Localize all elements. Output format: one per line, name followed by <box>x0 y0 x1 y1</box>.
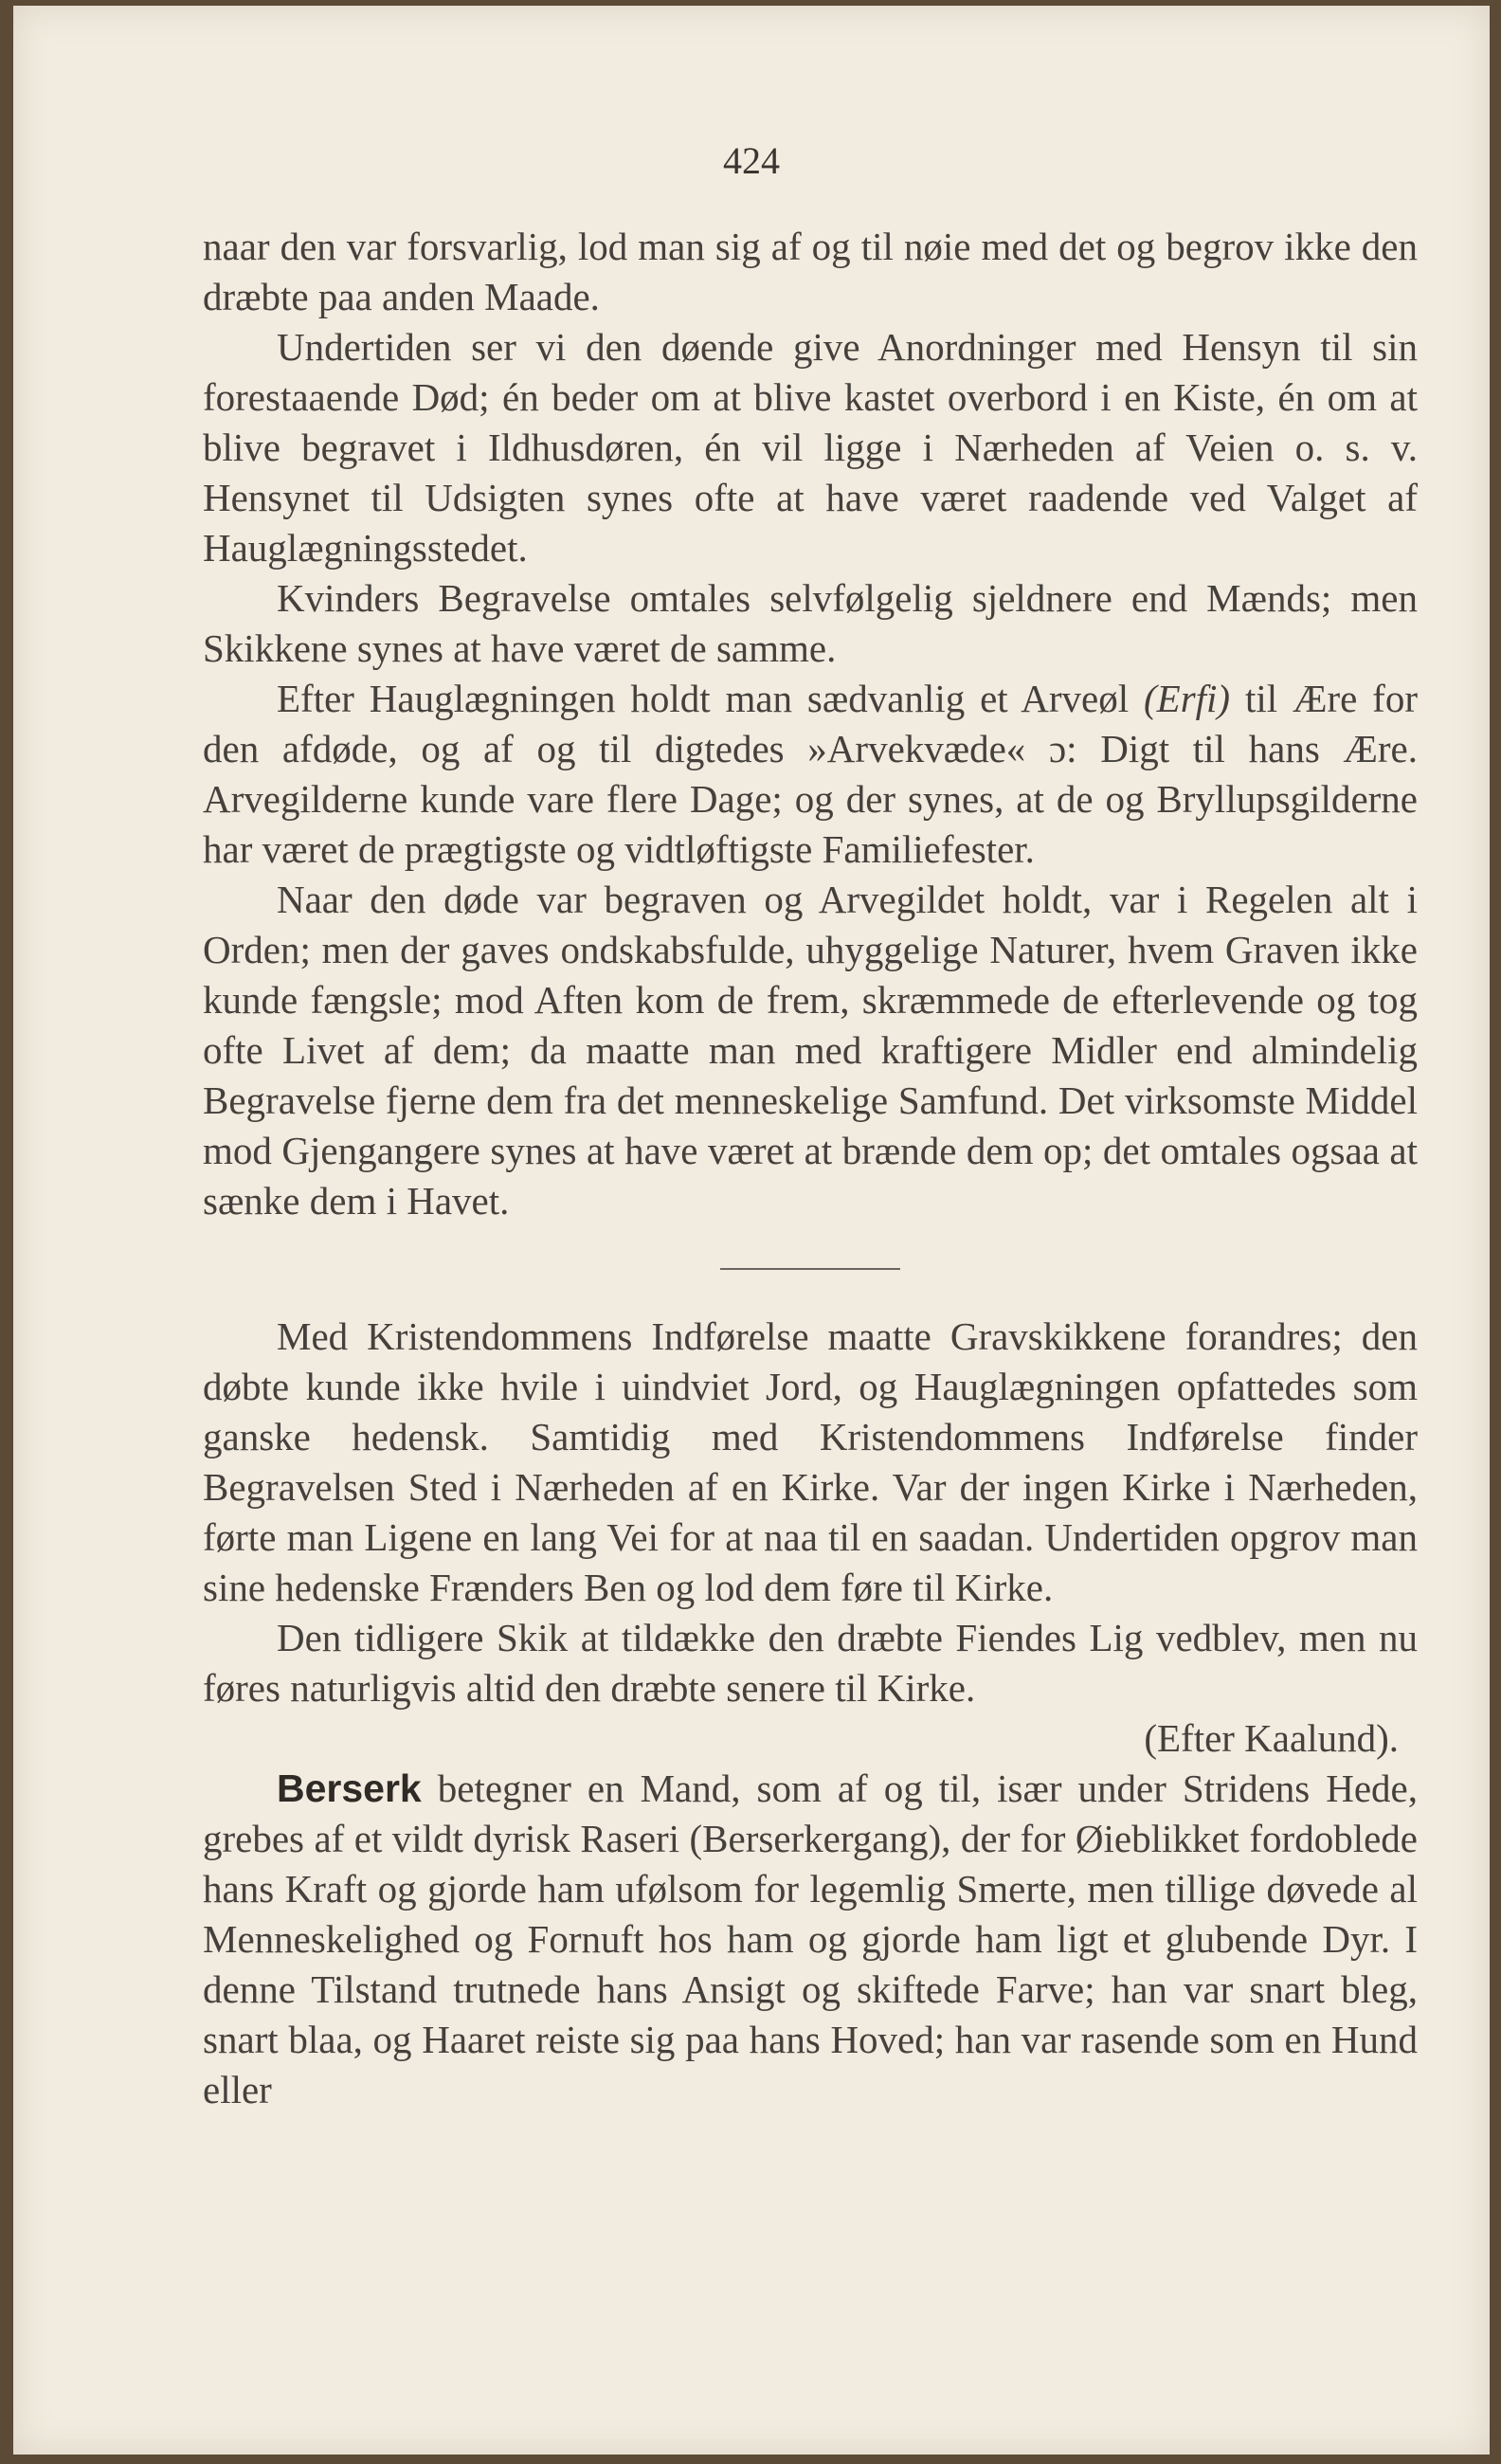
paragraph-women-burial: Kvinders Begravelse omtales selvfølgelig sjeldnere end Mænds; men Skikkene synes at have været de samme. <box>203 576 1418 670</box>
body-text <box>203 222 1418 2115</box>
arveol-text-before: Efter Hauglægningen holdt man sædvanlig et Arveøl <box>277 677 1144 720</box>
entry-definition: betegner en Mand, som af og til, især under Stridens Hede, grebes af et vildt dyrisk Raseri (Berserkergang), der for Øieblikket fordoblede hans Kraft og gjorde ham ufølsom for legemlig Smerte, men tillige døvede al Menneskelighed og Fornuft hos ham og gjorde ham ligt et glubende Dyr. I denne Tilstand trutnede hans Ansigt og skiftede Farve; han var snart bleg, snart blaa, og Haaret reiste sig paa hans Hoved; han var rasende som en Hund eller <box>203 1766 1418 2111</box>
paragraph-last-wishes: Undertiden ser vi den døende give Anordninger med Hensyn til sin forestaaende Død; én beder om at blive kastet overbord i en Kiste, én om at blive begravet i Ildhusdøren, én vil ligge i Nærheden af Veien o. s. v. Hensynet til Udsigten synes ofte at have været raadende ved Valget af Hauglægningsstedet. <box>203 325 1418 570</box>
entry-berserk <box>203 1764 1418 2115</box>
arveol-text-after: til Ære for den afdøde, og af og til digtedes »Arvekvæde« ɔ: Digt til hans Ære. Arvegilderne kunde vare flere Dage; og der synes, at de og Bryllupsgilderne har været de prægtigste og vidtløftigste Familiefester. <box>203 677 1418 871</box>
book-page <box>13 6 1490 2455</box>
citation: (Efter Kaalund). <box>1144 1716 1399 1760</box>
paragraph-christianity: Med Kristendommens Indførelse maatte Gravskikkene forandres; den døbte kunde ikke hvile i uindviet Jord, og Hauglægningen opfattedes som ganske hedensk. Samtidig med Kristendommens Indførelse finder Begravelsen Sted i Nærheden af en Kirke. Var der ingen Kirke i Nærheden, førte man Ligene en lang Vei for at naa til en saadan. Undertiden opgrov man sine hedenske Frænders Ben og lod dem føre til Kirke. <box>203 1314 1418 1609</box>
paragraph-arveol <box>203 674 1418 875</box>
erfi-term: (Erfi) <box>1144 677 1231 720</box>
paragraph-continuation: naar den var forsvarlig, lod man sig af og til nøie med det og begrov ikke den dræbte paa anden Maade. <box>203 225 1418 318</box>
paragraph-revenants: Naar den døde var begraven og Arvegildet holdt, var i Regelen alt i Orden; men der gaves ondskabsfulde, uhyggelige Naturer, hvem Graven ikke kunde fængsle; mod Aften kom de frem, skræmmede de efterlevende og tog ofte Livet af dem; da maatte man med kraftigere Midler end almindelig Begravelse fjerne dem fra det menneskelige Samfund. Det virksomste Middel mod Gjengangere synes at have været at brænde dem op; det omtales ogsaa at sænke dem i Havet. <box>203 878 1418 1223</box>
section-divider <box>720 1268 900 1270</box>
page-number: 424 <box>723 139 780 182</box>
paragraph-slain-enemy: Den tidligere Skik at tildække den dræbte Fiendes Lig vedblev, men nu føres naturligvis altid den dræbte senere til Kirke. <box>203 1616 1418 1710</box>
entry-term: Berserk <box>277 1766 422 1810</box>
